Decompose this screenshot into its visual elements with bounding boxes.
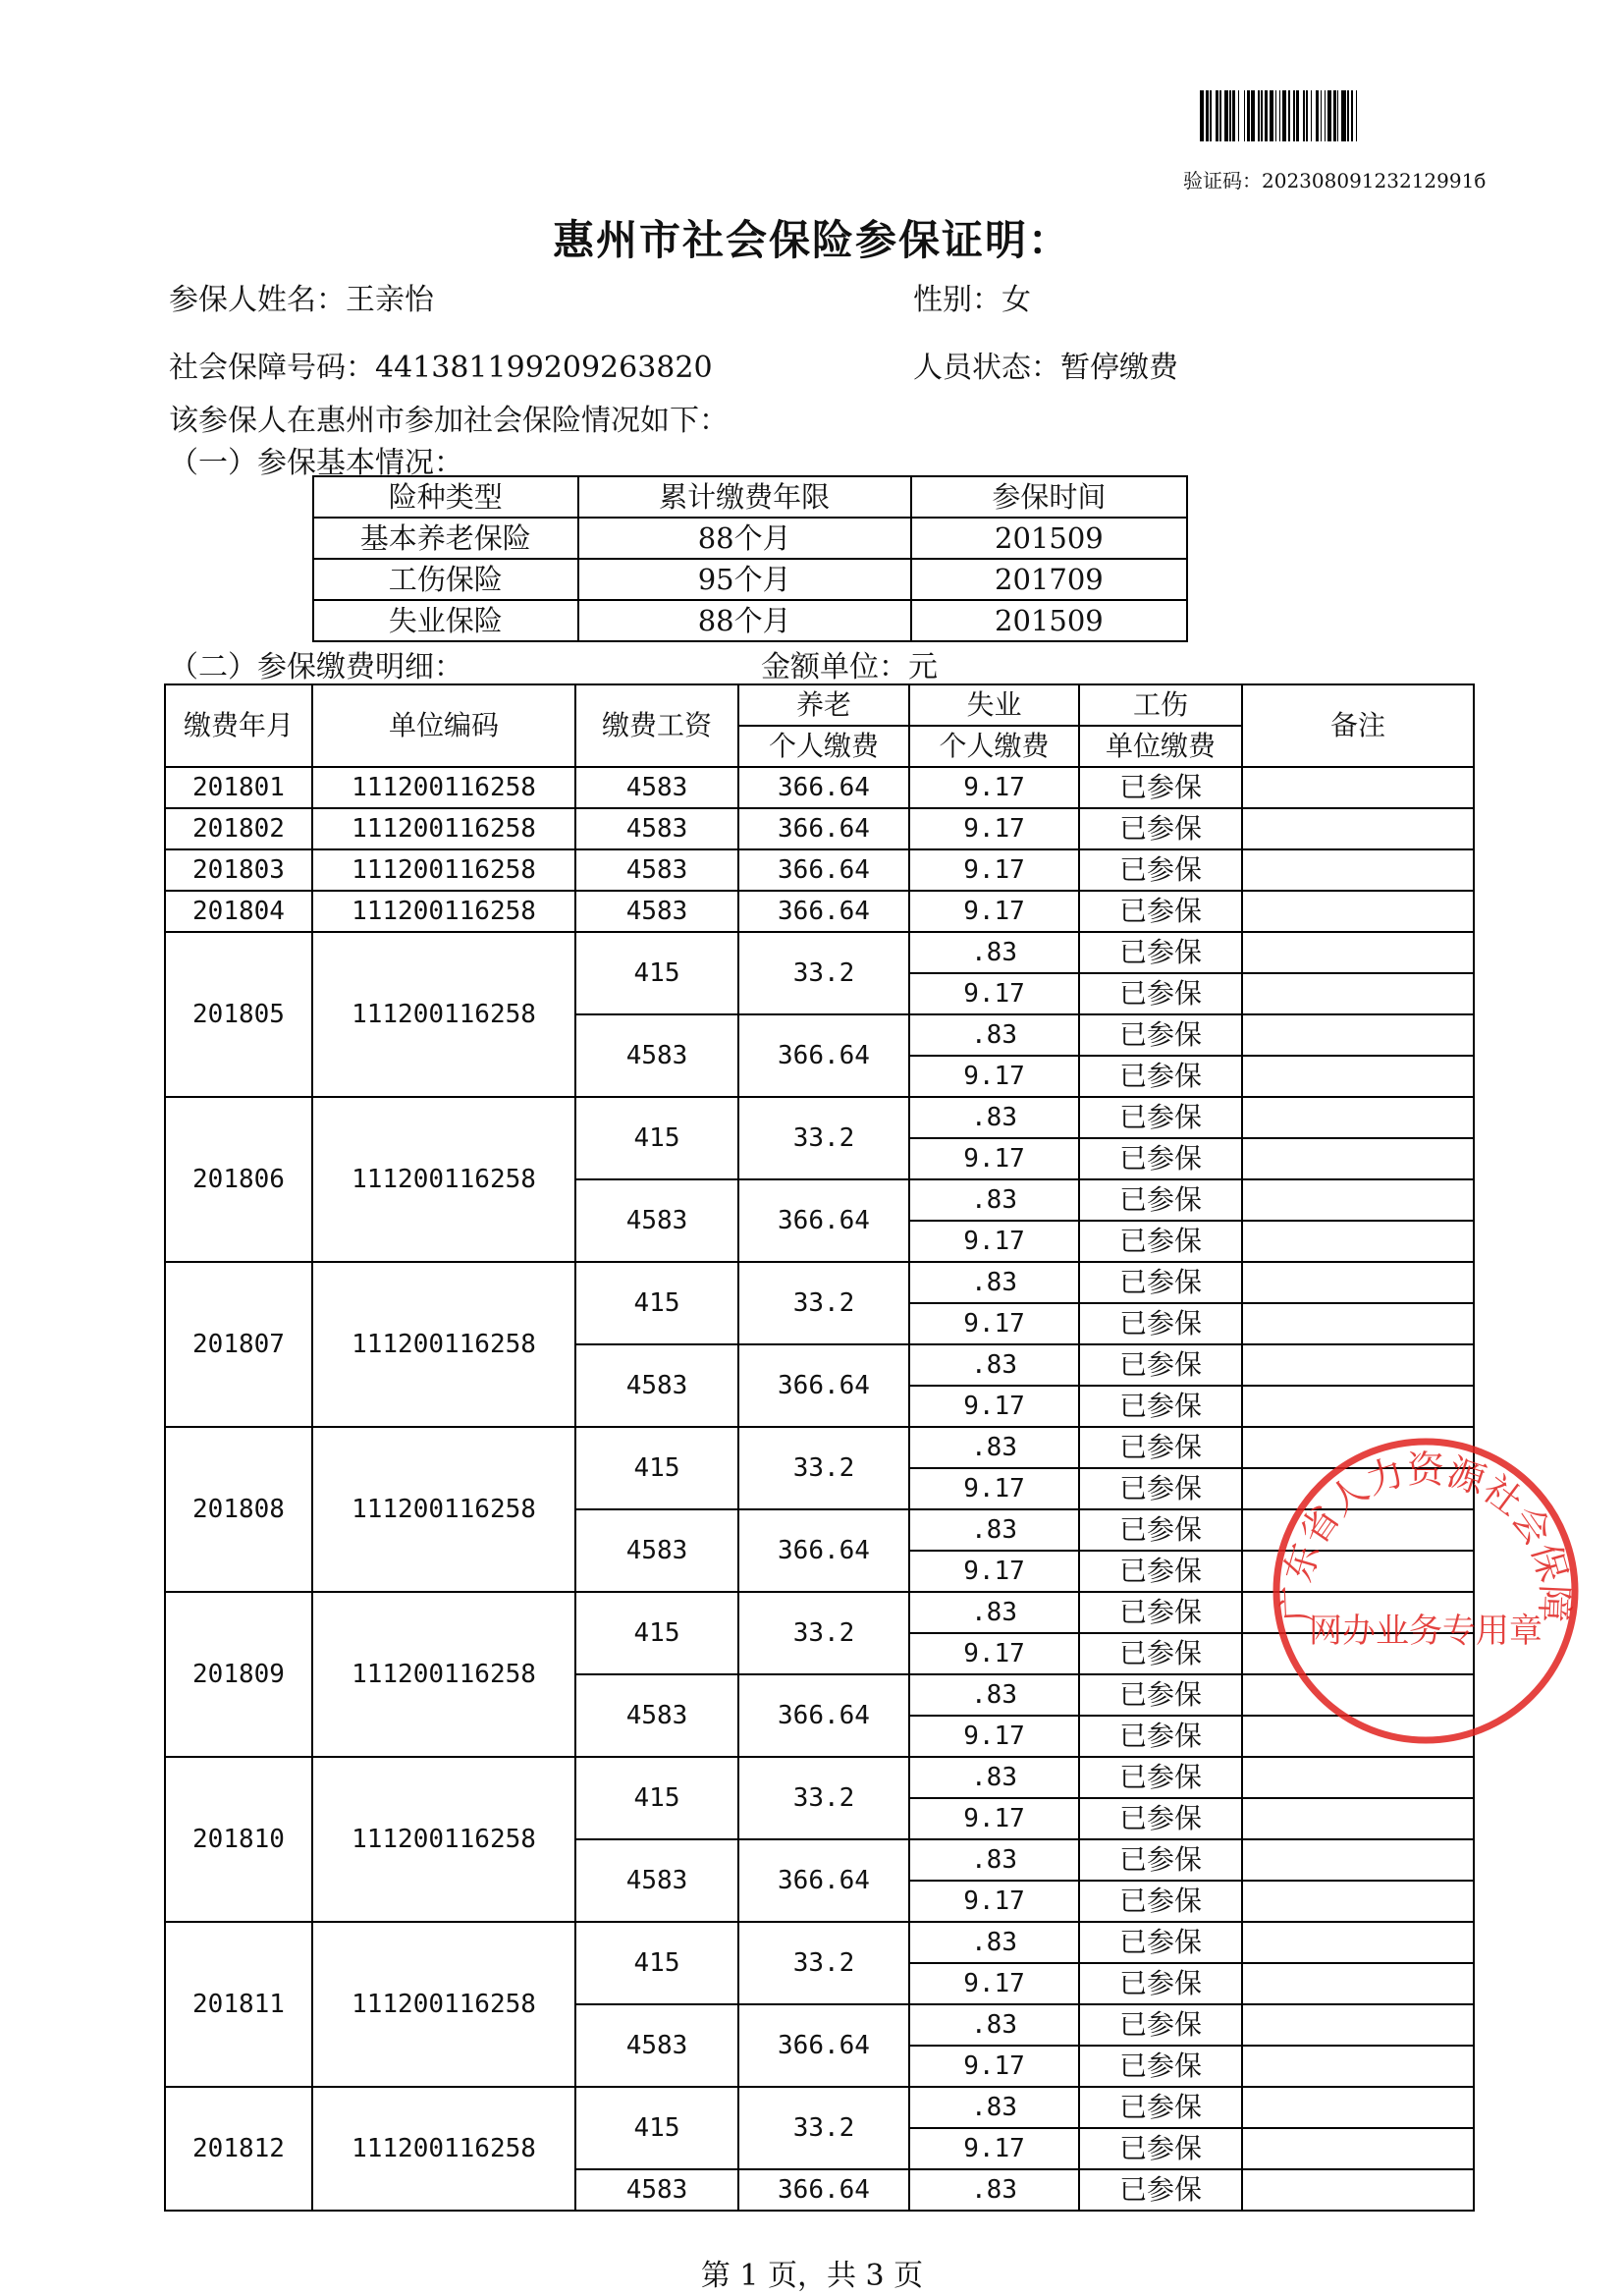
note-cell (1242, 1881, 1474, 1922)
pay-month: 201808 (165, 1427, 312, 1592)
table-row (165, 808, 1474, 849)
injury-employer: 已参保 (1079, 1344, 1242, 1386)
pension-personal: 33.2 (738, 1757, 909, 1839)
injury-employer: 已参保 (1079, 1592, 1242, 1633)
pension-personal: 366.64 (738, 2169, 909, 2211)
note-cell (1242, 1798, 1474, 1839)
unemployment-personal: 9.17 (909, 2046, 1079, 2087)
note-cell (1242, 849, 1474, 891)
insured-gender: 性别：女 (913, 283, 1031, 317)
pay-month: 201807 (165, 1262, 312, 1427)
unit-code: 111200116258 (312, 1427, 575, 1592)
unemployment-personal: 9.17 (909, 973, 1079, 1014)
note-cell (1242, 1386, 1474, 1427)
unit-code: 111200116258 (312, 808, 575, 849)
unemployment-personal: .83 (909, 2087, 1079, 2128)
pension-personal: 366.64 (738, 1344, 909, 1427)
note-cell (1242, 1262, 1474, 1303)
injury-employer: 已参保 (1079, 2087, 1242, 2128)
unemployment-personal: 9.17 (909, 808, 1079, 849)
header-note: 备注 (1242, 684, 1474, 767)
pension-personal: 366.64 (738, 1179, 909, 1262)
pension-personal: 33.2 (738, 1097, 909, 1179)
unemployment-personal: 9.17 (909, 767, 1079, 808)
total-months: 95个月 (578, 559, 911, 600)
injury-employer: 已参保 (1079, 1963, 1242, 2004)
insurance-type: 工伤保险 (313, 559, 578, 600)
verification-code: 验证码：20230809123212991б (1183, 169, 1487, 192)
unemployment-personal: 9.17 (909, 891, 1079, 932)
table-row (165, 1097, 1474, 1138)
pension-personal: 366.64 (738, 891, 909, 932)
personnel-status: 人员状态：暂停缴费 (913, 351, 1178, 385)
note-cell (1242, 1303, 1474, 1344)
injury-employer: 已参保 (1079, 1922, 1242, 1963)
table-row (165, 891, 1474, 932)
unemployment-personal: 9.17 (909, 2128, 1079, 2169)
pay-month: 201802 (165, 808, 312, 849)
unemployment-personal: .83 (909, 1674, 1079, 1716)
pay-month: 201805 (165, 932, 312, 1097)
header-unit-code: 单位编码 (312, 684, 575, 767)
pay-wage: 4583 (575, 1509, 738, 1592)
injury-employer: 已参保 (1079, 1262, 1242, 1303)
table-row (165, 932, 1474, 973)
unit-code: 111200116258 (312, 1097, 575, 1262)
unemployment-personal: 9.17 (909, 1798, 1079, 1839)
official-seal (1269, 1434, 1583, 1748)
unit-code: 111200116258 (312, 2087, 575, 2211)
note-cell (1242, 1344, 1474, 1386)
pay-wage: 415 (575, 1097, 738, 1179)
pay-wage: 4583 (575, 808, 738, 849)
pension-personal: 33.2 (738, 932, 909, 1014)
pay-wage: 4583 (575, 1674, 738, 1757)
injury-employer: 已参保 (1079, 1633, 1242, 1674)
pay-month: 201809 (165, 1592, 312, 1757)
pension-personal: 33.2 (738, 1922, 909, 2004)
injury-employer: 已参保 (1079, 2004, 1242, 2046)
injury-employer: 已参保 (1079, 973, 1242, 1014)
note-cell (1242, 1097, 1474, 1138)
header-work-injury: 工伤 (1079, 684, 1242, 726)
detail-header-row-1 (165, 684, 1474, 726)
injury-employer: 已参保 (1079, 2046, 1242, 2087)
pension-personal: 366.64 (738, 767, 909, 808)
pay-month: 201811 (165, 1922, 312, 2087)
pension-personal: 366.64 (738, 1839, 909, 1922)
unit-code: 111200116258 (312, 932, 575, 1097)
pay-wage: 4583 (575, 2169, 738, 2211)
injury-employer: 已参保 (1079, 2169, 1242, 2211)
table-row (165, 1922, 1474, 1963)
pay-month: 201801 (165, 767, 312, 808)
header-month: 缴费年月 (165, 684, 312, 767)
pension-personal: 366.64 (738, 1674, 909, 1757)
injury-employer: 已参保 (1079, 1097, 1242, 1138)
unemployment-personal: .83 (909, 1509, 1079, 1551)
pension-personal: 33.2 (738, 1262, 909, 1344)
basic-info-table (312, 475, 1188, 642)
injury-employer: 已参保 (1079, 1221, 1242, 1262)
svg-text:广东省人力资源社会保障: 广东省人力资源社会保障 (1274, 1448, 1577, 1623)
insurance-type: 失业保险 (313, 600, 578, 641)
header-wage: 缴费工资 (575, 684, 738, 767)
unemployment-personal: 9.17 (909, 1303, 1079, 1344)
injury-employer: 已参保 (1079, 1179, 1242, 1221)
pension-personal: 366.64 (738, 2004, 909, 2087)
unemployment-personal: 9.17 (909, 1056, 1079, 1097)
injury-employer: 已参保 (1079, 1674, 1242, 1716)
note-cell (1242, 932, 1474, 973)
pay-wage: 4583 (575, 1014, 738, 1097)
injury-employer: 已参保 (1079, 1798, 1242, 1839)
note-cell (1242, 2128, 1474, 2169)
unit-code: 111200116258 (312, 1262, 575, 1427)
table-row (165, 767, 1474, 808)
pay-wage: 415 (575, 1592, 738, 1674)
pay-wage: 415 (575, 1427, 738, 1509)
note-cell (1242, 2004, 1474, 2046)
injury-employer: 已参保 (1079, 1303, 1242, 1344)
note-cell (1242, 1963, 1474, 2004)
unemployment-personal: .83 (909, 1839, 1079, 1881)
pay-wage: 415 (575, 1757, 738, 1839)
pay-wage: 415 (575, 1262, 738, 1344)
note-cell (1242, 1056, 1474, 1097)
pension-personal: 366.64 (738, 808, 909, 849)
unemployment-personal: .83 (909, 1757, 1079, 1798)
section1-title: （一）参保基本情况： (169, 446, 463, 480)
unemployment-personal: 9.17 (909, 1221, 1079, 1262)
note-cell (1242, 1138, 1474, 1179)
pay-month: 201806 (165, 1097, 312, 1262)
pension-personal: 33.2 (738, 1592, 909, 1674)
injury-employer: 已参保 (1079, 808, 1242, 849)
amount-unit: 金额单位：元 (761, 650, 938, 684)
pay-wage: 415 (575, 2087, 738, 2169)
table-row (165, 2087, 1474, 2128)
barcode (1200, 90, 1467, 141)
note-cell (1242, 973, 1474, 1014)
table-row (165, 1262, 1474, 1303)
total-months: 88个月 (578, 600, 911, 641)
note-cell (1242, 767, 1474, 808)
note-cell (1242, 891, 1474, 932)
injury-employer: 已参保 (1079, 1757, 1242, 1798)
insured-name: 参保人姓名：王亲怡 (169, 283, 434, 317)
unemployment-personal: .83 (909, 932, 1079, 973)
unit-code: 111200116258 (312, 1592, 575, 1757)
pay-wage: 4583 (575, 2004, 738, 2087)
injury-employer: 已参保 (1079, 932, 1242, 973)
unemployment-personal: .83 (909, 1262, 1079, 1303)
table-row (165, 849, 1474, 891)
pension-personal: 33.2 (738, 2087, 909, 2169)
insurance-type: 基本养老保险 (313, 518, 578, 559)
injury-employer: 已参保 (1079, 849, 1242, 891)
unit-code: 111200116258 (312, 849, 575, 891)
note-cell (1242, 1922, 1474, 1963)
note-cell (1242, 1221, 1474, 1262)
injury-employer: 已参保 (1079, 1427, 1242, 1468)
pay-month: 201803 (165, 849, 312, 891)
table-row (313, 518, 1187, 559)
pay-wage: 4583 (575, 891, 738, 932)
pension-personal: 366.64 (738, 1014, 909, 1097)
page-number: 第 1 页，共 3 页 (700, 2259, 924, 2293)
unemployment-personal: .83 (909, 1179, 1079, 1221)
unit-code: 111200116258 (312, 1757, 575, 1922)
pay-month: 201810 (165, 1757, 312, 1922)
unemployment-personal: .83 (909, 1097, 1079, 1138)
note-cell (1242, 2169, 1474, 2211)
header-insurance-type: 险种类型 (313, 476, 578, 518)
unemployment-personal: 9.17 (909, 1138, 1079, 1179)
injury-employer: 已参保 (1079, 2128, 1242, 2169)
injury-employer: 已参保 (1079, 1551, 1242, 1592)
pay-wage: 4583 (575, 1839, 738, 1922)
unemployment-personal: 9.17 (909, 849, 1079, 891)
pay-wage: 415 (575, 932, 738, 1014)
note-cell (1242, 1179, 1474, 1221)
unemployment-personal: .83 (909, 1922, 1079, 1963)
injury-employer: 已参保 (1079, 1386, 1242, 1427)
unit-code: 111200116258 (312, 891, 575, 932)
injury-employer: 已参保 (1079, 1881, 1242, 1922)
pay-month: 201804 (165, 891, 312, 932)
header-unemployment: 失业 (909, 684, 1079, 726)
header-pension: 养老 (738, 684, 909, 726)
injury-employer: 已参保 (1079, 1839, 1242, 1881)
pension-personal: 366.64 (738, 1509, 909, 1592)
unemployment-personal: .83 (909, 1427, 1079, 1468)
unemployment-personal: 9.17 (909, 1468, 1079, 1509)
unemployment-personal: .83 (909, 2169, 1079, 2211)
pay-wage: 4583 (575, 1179, 738, 1262)
unemployment-personal: 9.17 (909, 1716, 1079, 1757)
unemployment-personal: 9.17 (909, 1386, 1079, 1427)
injury-employer: 已参保 (1079, 1716, 1242, 1757)
unemployment-personal: .83 (909, 1344, 1079, 1386)
injury-employer: 已参保 (1079, 1509, 1242, 1551)
section2-title: （二）参保缴费明细： (169, 650, 463, 684)
unit-code: 111200116258 (312, 767, 575, 808)
note-cell (1242, 2087, 1474, 2128)
injury-employer: 已参保 (1079, 891, 1242, 932)
pay-wage: 4583 (575, 1344, 738, 1427)
injury-employer: 已参保 (1079, 1014, 1242, 1056)
total-months: 88个月 (578, 518, 911, 559)
unemployment-personal: .83 (909, 1592, 1079, 1633)
unemployment-personal: 9.17 (909, 1963, 1079, 2004)
injury-employer: 已参保 (1079, 767, 1242, 808)
unemployment-personal: 9.17 (909, 1633, 1079, 1674)
pension-personal: 33.2 (738, 1427, 909, 1509)
pay-wage: 4583 (575, 849, 738, 891)
header-total-months: 累计缴费年限 (578, 476, 911, 518)
note-cell (1242, 2046, 1474, 2087)
unemployment-personal: 9.17 (909, 1551, 1079, 1592)
header-injury-employer: 单位缴费 (1079, 726, 1242, 767)
injury-employer: 已参保 (1079, 1468, 1242, 1509)
intro-text: 该参保人在惠州市参加社会保险情况如下： (169, 404, 729, 438)
header-pension-personal: 个人缴费 (738, 726, 909, 767)
table-row (313, 559, 1187, 600)
header-enroll-date: 参保时间 (911, 476, 1187, 518)
basic-table-header (313, 476, 1187, 518)
unit-code: 111200116258 (312, 1922, 575, 2087)
unemployment-personal: .83 (909, 2004, 1079, 2046)
pension-personal: 366.64 (738, 849, 909, 891)
pay-wage: 4583 (575, 767, 738, 808)
injury-employer: 已参保 (1079, 1138, 1242, 1179)
table-row (165, 1757, 1474, 1798)
enroll-date: 201509 (911, 600, 1187, 641)
note-cell (1242, 1014, 1474, 1056)
pay-month: 201812 (165, 2087, 312, 2211)
injury-employer: 已参保 (1079, 1056, 1242, 1097)
page-title: 惠州市社会保险参保证明： (552, 216, 1071, 264)
svg-text:网办业务专用章: 网办业务专用章 (1309, 1612, 1543, 1651)
pay-wage: 415 (575, 1922, 738, 2004)
unemployment-personal: .83 (909, 1014, 1079, 1056)
table-row (313, 600, 1187, 641)
note-cell (1242, 1839, 1474, 1881)
unemployment-personal: 9.17 (909, 1881, 1079, 1922)
note-cell (1242, 808, 1474, 849)
enroll-date: 201509 (911, 518, 1187, 559)
social-security-number: 社会保障号码：441381199209263820 (169, 351, 713, 385)
header-unemployment-personal: 个人缴费 (909, 726, 1079, 767)
note-cell (1242, 1757, 1474, 1798)
enroll-date: 201709 (911, 559, 1187, 600)
